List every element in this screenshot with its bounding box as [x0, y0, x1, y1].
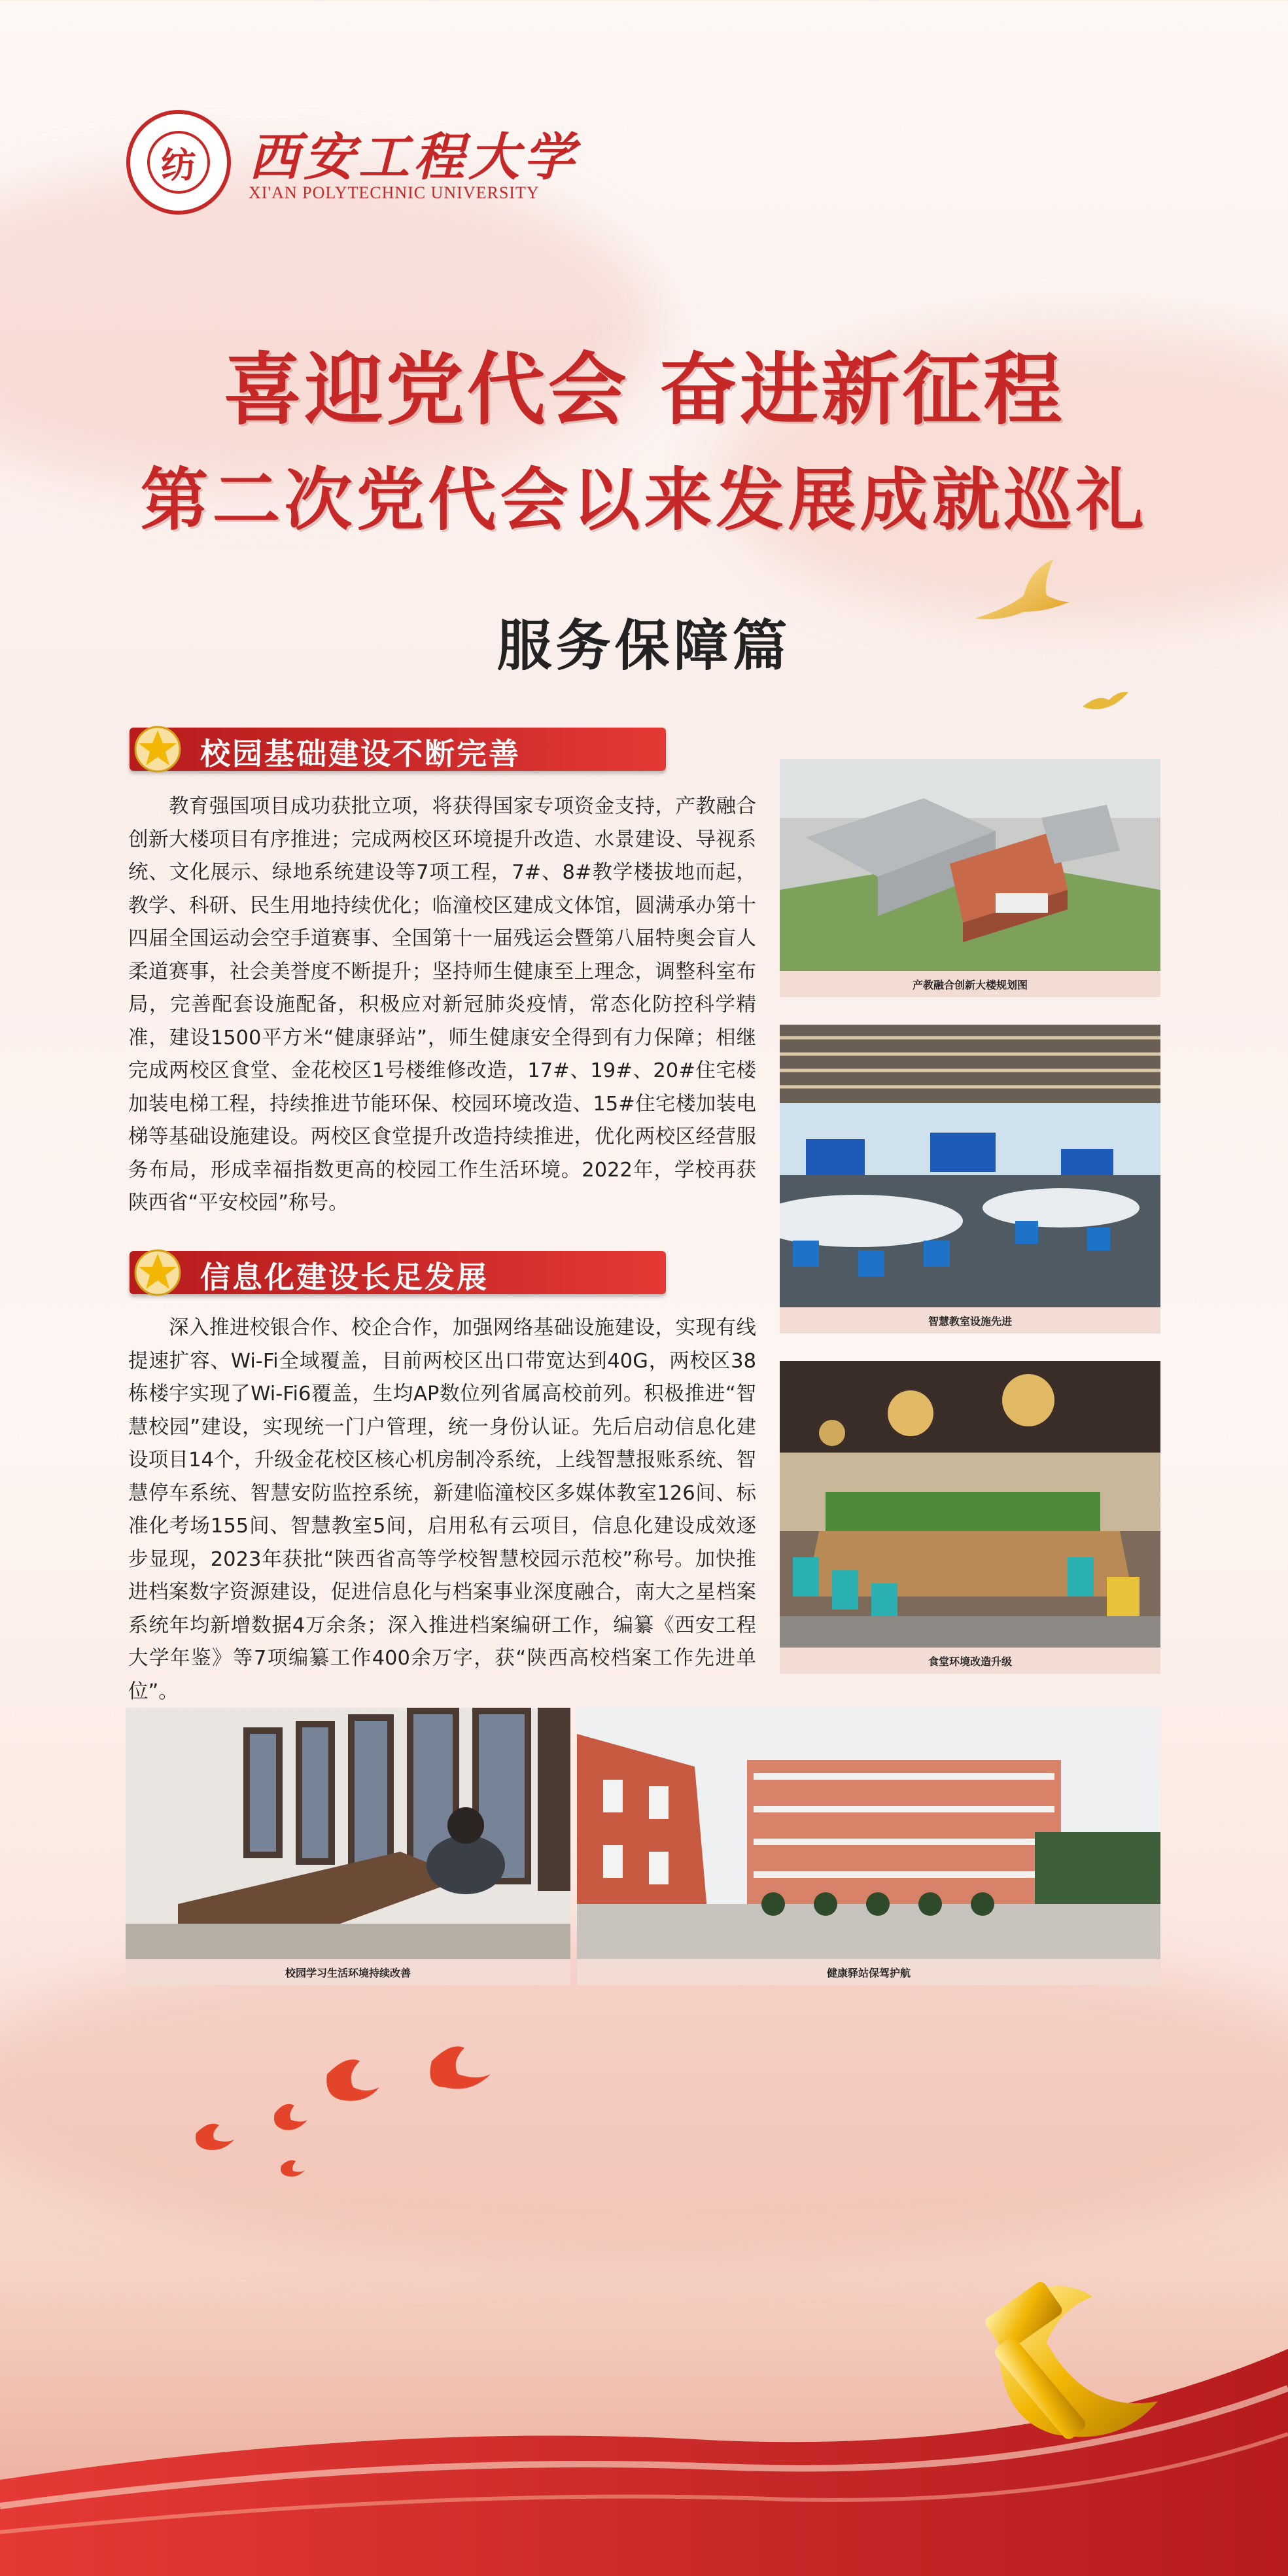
page-subtitle: 服务保障篇: [496, 613, 792, 678]
section-heading: 校园基础建设不断完善: [200, 736, 521, 771]
golden-dove-icon: [968, 556, 1073, 628]
star-icon: [133, 1248, 182, 1297]
section-body-text: 深入推进校银合作、校企合作，加强网络基础设施建设，实现有线提速扩容、Wi-Fi全域覆盖，目前两校区出口带宽达到40G，两校区38栋楼宇实现了Wi-Fi6覆盖，生均AP数位列省属高校前列。积极推进“智慧校园”建设，实现统一门户管理，统一身份认证。先后启动信息化建设项目14个，升级金花校区核心机房制冷系统，上线智慧报账系统、智慧停车系统、智慧安防监控系统，新建临潼校区多媒体教室126间、标准化考场155间、智慧教室5间，启用私有云项目，信息化建设成效逐步显现，2023年获批“陕西省高等学校智慧校园示范校”称号。加快推进档案数字资源建设，促进信息化与档案事业深度融合，南大之星档案系统年均新增数据4万余条；深入推进档案编研工作，编纂《西安工程大学年鉴》等7项编纂工作400余万字，获“陕西高校档案工作先进单位”。: [128, 1316, 756, 1703]
flying-birds-icon: [170, 2035, 497, 2179]
photo-caption: 校园学习生活环境持续改善: [126, 1959, 570, 1985]
photo-canteen: [780, 1361, 1160, 1648]
section-heading: 信息化建设长足发展: [200, 1260, 489, 1295]
university-logo: [126, 110, 231, 215]
section-header-campus-infrastructure: [130, 728, 666, 771]
photo-caption: 食堂环境改造升级: [780, 1648, 1160, 1674]
logo-glyph: 纺: [161, 143, 196, 186]
star-icon: [133, 725, 182, 773]
main-title-line1: 喜迎党代会 奋进新征程: [223, 344, 1065, 436]
university-name-cn: 西安工程大学: [249, 128, 579, 187]
photo-library-study: [126, 1708, 570, 1959]
photo-innovation-building-rendering: [780, 759, 1160, 971]
university-name-en: XI'AN POLYTECHNIC UNIVERSITY: [249, 183, 540, 202]
photo-health-station: [577, 1708, 1160, 1959]
photo-caption: 健康驿站保驾护航: [577, 1959, 1160, 1985]
small-golden-bird-icon: [1079, 687, 1132, 713]
photo-caption: 智慧教室设施先进: [780, 1307, 1160, 1333]
photo-caption: 产教融合创新大楼规划图: [780, 971, 1160, 997]
section-body-text: 教育强国项目成功获批立项，将获得国家专项资金支持，产教融合创新大楼项目有序推进；完成两校区环境提升改造、水景建设、导视系统、文化展示、绿地系统建设等7项工程，7#、8#教学楼拔地而起，教学、科研、民生用地持续优化；临潼校区建成文体馆，圆满承办第十四届全国运动会空手道赛事、全国第十一届残运会暨第八届特奥会盲人柔道赛事，社会美誉度不断提升；坚持师生健康至上理念，调整科室布局，完善配套设施配备，积极应对新冠肺炎疫情，常态化防控科学精准，建设1500平方米“健康驿站”，师生健康安全得到有力保障；相继完成两校区食堂、金花校区1号楼维修改造，17#、19#、20#住宅楼加装电梯工程，持续推进节能环保、校园环境改造、15#住宅楼加装电梯等基础设施建设。两校区食堂提升改造持续推进，优化两校区经营服务布局，形成幸福指数更高的校园工作生活环境。2022年，学校再获陕西省“平安校园”称号。: [128, 795, 756, 1214]
section-header-informatization: [130, 1251, 666, 1294]
main-title-line2: 第二次党代会以来发展成就巡礼: [140, 459, 1148, 540]
red-ribbon-footer: [0, 2270, 1288, 2576]
photo-smart-classroom: [780, 1025, 1160, 1307]
